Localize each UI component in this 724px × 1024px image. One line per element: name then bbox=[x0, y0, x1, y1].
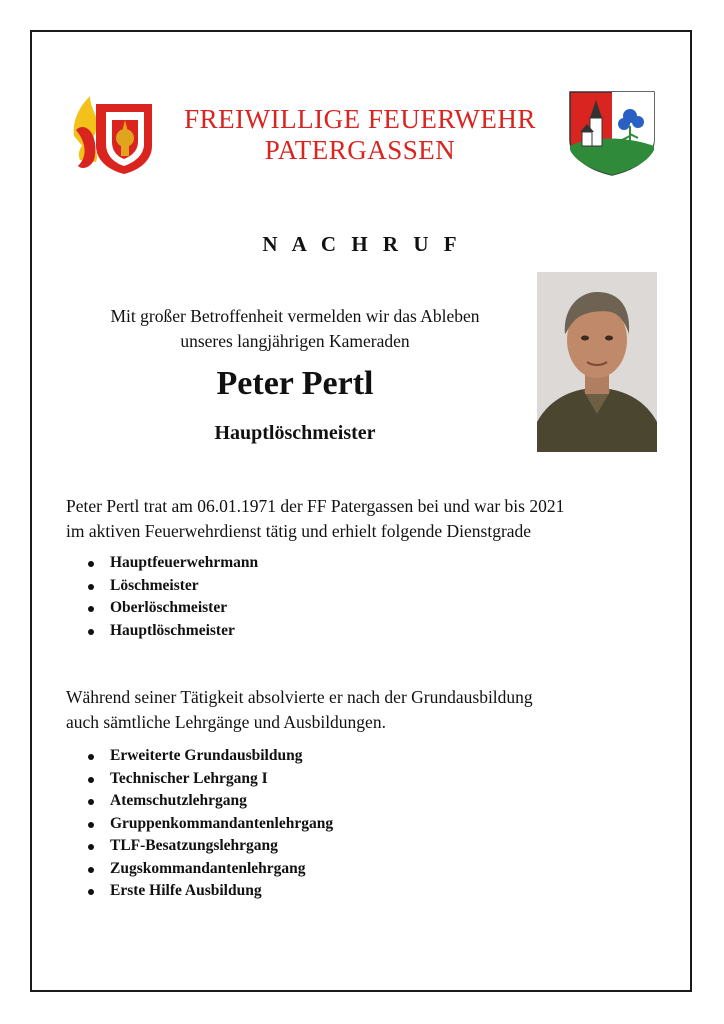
list-item: Hauptfeuerwehrmann bbox=[84, 552, 258, 575]
list-item: Hauptlöschmeister bbox=[84, 620, 258, 643]
list-item: TLF-Besatzungslehrgang bbox=[84, 835, 333, 858]
list-item: Oberlöschmeister bbox=[84, 597, 258, 620]
training-paragraph bbox=[66, 685, 676, 735]
list-item: Atemschutzlehrgang bbox=[84, 790, 333, 813]
org-title-line1: FREIWILLIGE FEUERWEHR bbox=[184, 104, 536, 134]
municipal-coat-of-arms-icon bbox=[568, 90, 656, 176]
fire-brigade-emblem-icon bbox=[66, 90, 156, 176]
deceased-name: Peter Pertl bbox=[216, 365, 374, 402]
intro-line-1: Mit großer Betroffenheit vermelden wir das Ableben bbox=[110, 306, 480, 326]
intro-line-2: unseres langjährigen Kameraden bbox=[180, 331, 410, 351]
list-item: Zugskommandantenlehrgang bbox=[84, 858, 333, 881]
list-item: Gruppenkommandantenlehrgang bbox=[84, 813, 333, 836]
list-item: Löschmeister bbox=[84, 575, 258, 598]
career-line-1: Peter Pertl trat am 06.01.1971 der FF Patergassen bei und war bis 2021 bbox=[66, 496, 565, 516]
training-line-1: Während seiner Tätigkeit absolvierte er nach der Grundausbildung bbox=[66, 687, 533, 707]
list-item: Erweiterte Grundausbildung bbox=[84, 745, 333, 768]
portrait-photo bbox=[537, 272, 657, 452]
org-title-line2: PATERGASSEN bbox=[264, 135, 456, 165]
career-line-2: im aktiven Feuerwehrdienst tätig und erhielt folgende Dienstgrade bbox=[66, 521, 532, 541]
deceased-rank: Hauptlöschmeister bbox=[214, 422, 376, 444]
career-paragraph bbox=[66, 494, 676, 544]
page-heading: N A C H R U F bbox=[262, 232, 462, 256]
list-item: Erste Hilfe Ausbildung bbox=[84, 880, 333, 903]
course-list bbox=[84, 745, 333, 903]
training-line-2: auch sämtliche Lehrgänge und Ausbildungen. bbox=[66, 712, 386, 732]
rank-list bbox=[84, 552, 258, 642]
intro-text bbox=[60, 304, 530, 354]
list-item: Technischer Lehrgang I bbox=[84, 768, 333, 791]
